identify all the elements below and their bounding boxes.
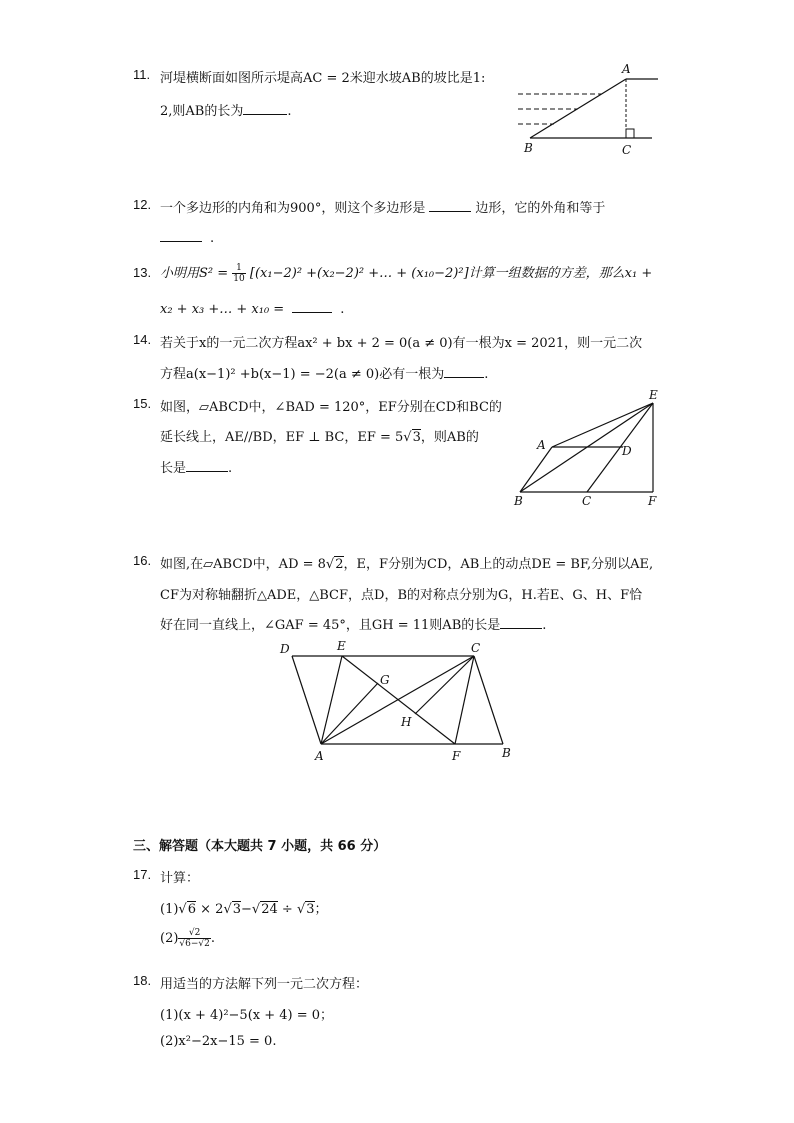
fig15-label-b: B (514, 494, 523, 508)
fig11-label-a: A (622, 62, 631, 76)
fig16-label-f: F (452, 749, 461, 763)
q15-line3: 长是 . (160, 461, 233, 476)
fig15-label-f: F (648, 494, 657, 508)
q12-line2: . (160, 229, 214, 246)
q11-answer-blank[interactable] (243, 102, 287, 115)
section-title: 三、解答题（本大题共 7 小题，共 66 分） (133, 839, 387, 854)
q13-answer-blank[interactable] (292, 300, 332, 313)
q18-part1: (1)(x + 4)²−5(x + 4) = 0； (160, 1008, 334, 1023)
q12-line1: 一个多边形的内角和为900°，则这个多边形是 边形，它的外角和等于 (160, 201, 606, 216)
q16-answer-blank[interactable] (500, 616, 542, 629)
q16-line3: 好在同一直线上，∠GAF = 45°，且GH = 11则AB的长是 . (160, 618, 547, 633)
q17-part1: (1)√6 × 2√3−√24 ÷ √3； (160, 902, 328, 917)
q18-number: 18. (133, 973, 152, 988)
q16-figure (275, 636, 525, 771)
q13-line1: 小明用S² = $\frac{1}{10}$ [(x₁−2)² +(x₂−2)² +… + (x₁₀−2)²]计算一组数据的方差，那么x₁ + (160, 263, 653, 284)
q17-fraction: $\frac{√2}{√6-√2}$ (179, 928, 210, 949)
fig15-label-a: A (537, 438, 546, 452)
q11-line2: 2,则AB的长为 . (160, 104, 292, 119)
q17-part2: (2) $\frac{√2}{√6-√2}$ . (160, 928, 216, 949)
q12-answer-blank-2[interactable] (160, 229, 202, 242)
fig16-label-a: A (315, 749, 324, 763)
q13-line2: x₂ + x₃ +… + x₁₀ = . (160, 302, 345, 317)
q11-line1: 河堤横断面如图所示堤高AC = 2米迎水坡AB的坡比是1: (160, 71, 486, 86)
q14-line2: 方程a(x−1)² +b(x−1) = −2(a ≠ 0)必有一根为 . (160, 367, 489, 382)
fig11-label-b: B (524, 141, 533, 155)
fig15-label-d: D (622, 444, 632, 458)
q12-answer-blank-1[interactable] (429, 199, 471, 212)
q15-answer-blank[interactable] (186, 459, 228, 472)
fig15-label-e: E (649, 388, 658, 402)
q13-fraction: $\frac{1}{10}$ (233, 263, 245, 284)
q11-number: 11. (133, 67, 151, 82)
q17-title: 计算： (160, 871, 200, 886)
fig16-label-g: G (380, 673, 390, 687)
q12-number: 12. (133, 197, 152, 212)
fig16-label-h: H (401, 715, 412, 729)
q14-answer-blank[interactable] (444, 365, 484, 378)
q16-line2: CF为对称轴翻折△ADE，△BCF，点D，B的对称点分别为G，H.若E、G、H、F恰 (160, 588, 643, 603)
q13-number: 13. (133, 265, 152, 280)
q18-part2: (2)x²−2x−15 = 0. (160, 1034, 277, 1049)
fig11-label-c: C (622, 143, 632, 157)
q16-number: 16. (133, 553, 152, 568)
q18-title: 用适当的方法解下列一元二次方程： (160, 977, 369, 992)
q14-line1: 若关于x的一元二次方程ax² + bx + 2 = 0(a ≠ 0)有一根为x = 2021，则一元二次 (160, 336, 643, 351)
fig16-label-c: C (471, 641, 481, 655)
q16-line1: 如图,在▱ABCD中，AD = 8√2，E，F分别为CD，AB上的动点DE = BF,分别以AE, (160, 557, 654, 572)
q15-number: 15. (133, 396, 152, 411)
q17-number: 17. (133, 867, 152, 882)
fig16-label-b: B (502, 746, 511, 760)
q15-line2: 延长线上，AE//BD，EF ⊥ BC，EF = 5√3，则AB的 (160, 430, 479, 445)
q15-line1: 如图，▱ABCD中，∠BAD = 120°，EF分别在CD和BC的 (160, 400, 502, 415)
q15-figure (505, 385, 670, 510)
fig16-label-d: D (280, 642, 290, 656)
fig16-label-e: E (337, 639, 346, 653)
q14-number: 14. (133, 332, 152, 347)
q11-figure (510, 58, 670, 158)
fig15-label-c: C (582, 494, 592, 508)
